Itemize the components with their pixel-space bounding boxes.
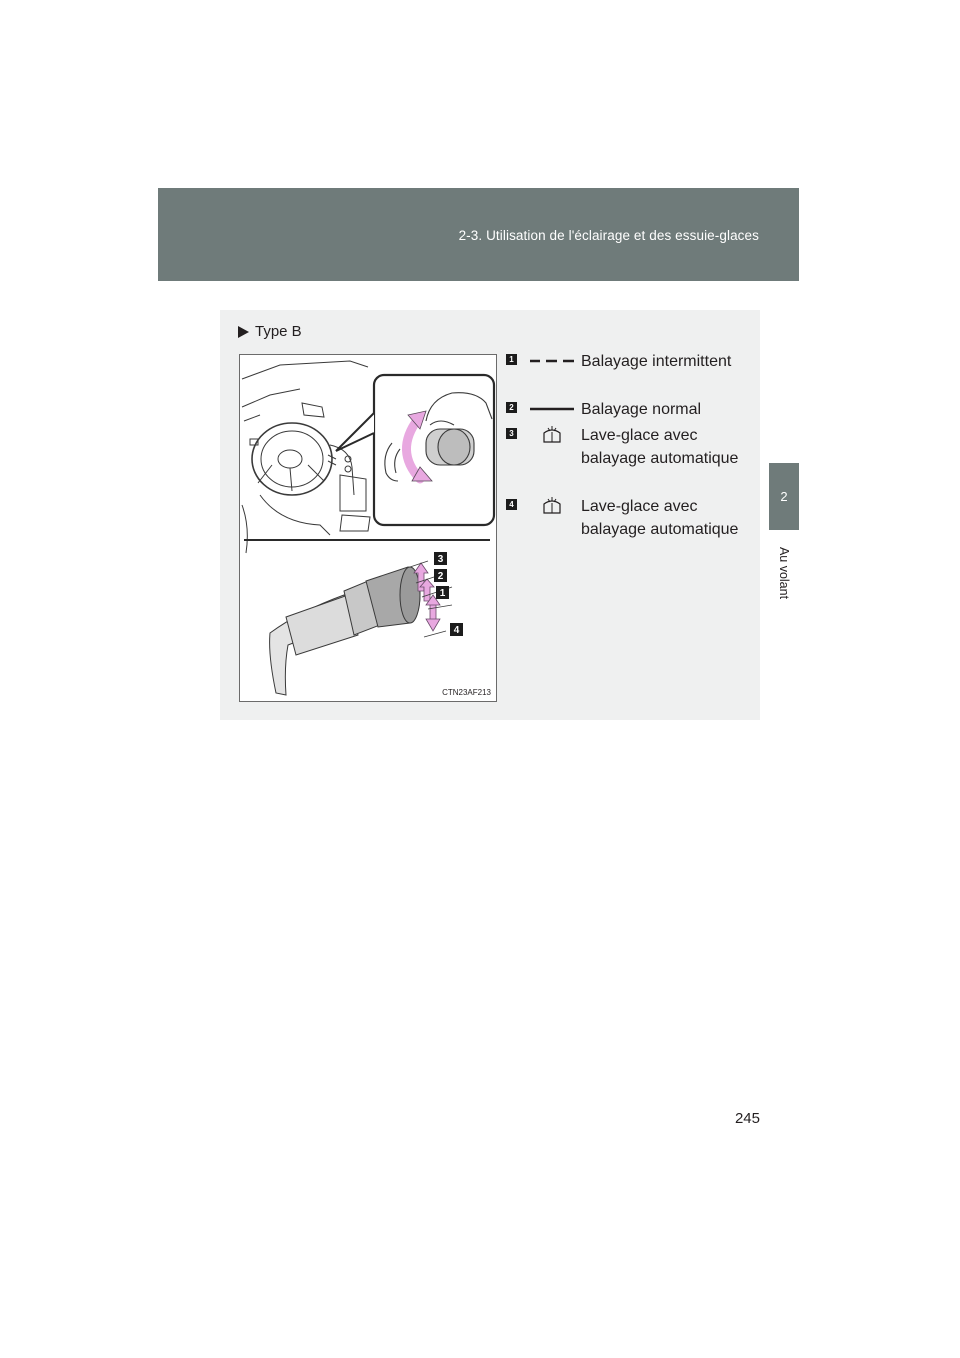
- section-title: 2-3. Utilisation de l'éclairage et des essuie-glaces: [458, 228, 759, 243]
- wiper-type-b-panel: [220, 310, 760, 720]
- item-number: 1: [506, 354, 517, 365]
- type-heading: [238, 323, 302, 340]
- wiper-lever-drawing: [240, 355, 496, 701]
- page-number: 245: [734, 1110, 760, 1127]
- washer-wipe-icon: [528, 425, 576, 445]
- triangle-bullet-icon: [238, 326, 249, 338]
- chapter-number: 2: [780, 489, 788, 504]
- item-text: Balayage intermittent: [581, 353, 732, 370]
- item-text: Balayage normal: [581, 401, 702, 418]
- figure-code: CTN23AF213: [442, 688, 491, 697]
- solid-line-icon: [528, 399, 576, 419]
- type-heading-text: Type B: [255, 323, 302, 340]
- svg-text:2: 2: [437, 571, 444, 582]
- item-text: Lave-glace avec balayage automatique: [581, 498, 739, 538]
- svg-text:4: 4: [453, 625, 460, 636]
- chapter-tab: [769, 463, 799, 530]
- wiper-lever-illustration: [239, 354, 497, 702]
- section-header: [158, 188, 799, 281]
- callout-4: [450, 623, 463, 636]
- dashboard-sketch: [242, 361, 370, 553]
- washer-wipe-icon: [528, 496, 576, 516]
- svg-text:1: 1: [439, 588, 446, 599]
- svg-text:3: 3: [437, 554, 444, 565]
- dashed-line-icon: [528, 351, 576, 371]
- callout-1: [436, 586, 449, 599]
- callout-3: [434, 552, 447, 565]
- item-number: 4: [506, 499, 517, 510]
- item-text: Lave-glace avec balayage automatique: [581, 427, 739, 467]
- wiper-lever-sketch: [270, 567, 420, 695]
- item-number: 3: [506, 428, 517, 439]
- callout-2: [434, 569, 447, 582]
- item-number: 2: [506, 402, 517, 413]
- chapter-label: Au volant: [777, 546, 791, 600]
